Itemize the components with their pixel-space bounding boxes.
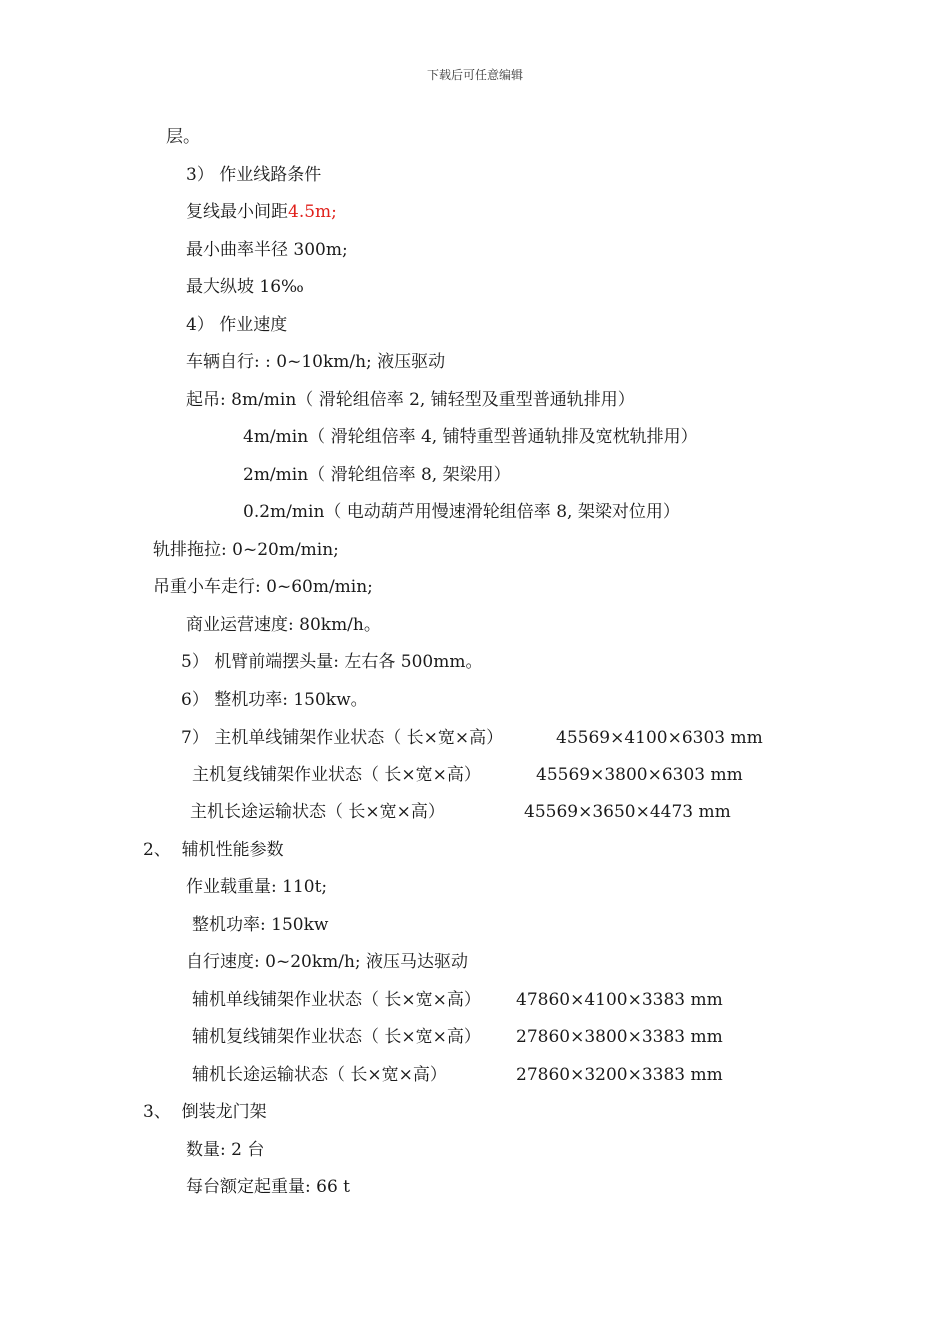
section-heading: 3） 作业线路条件 (186, 165, 322, 185)
dimension-value: 47860×4100×3383 mm (516, 990, 723, 1010)
dimension-value: 45569×3800×6303 mm (536, 765, 743, 785)
dimension-label: 辅机长途运输状态（ 长×宽×高） (192, 1065, 447, 1085)
text-line: 吊重小车走行: 0~60m/min; (153, 577, 373, 597)
text-line: 整机功率: 150kw (192, 915, 329, 935)
dimension-value: 45569×4100×6303 mm (556, 728, 763, 748)
text-line: 最大纵坡 16‰ (186, 277, 304, 297)
section-heading: 2、 辅机性能参数 (143, 840, 284, 860)
text-line: 最小曲率半径 300m; (186, 240, 348, 260)
dimension-label: 主机复线铺架作业状态（ 长×宽×高） (192, 765, 481, 785)
page-header: 下载后可任意编辑 (426, 68, 523, 82)
dimension-value: 27860×3200×3383 mm (516, 1065, 723, 1085)
text-line: 车辆自行: : 0~10km/h; 液压驱动 (186, 352, 446, 372)
dimension-label: 辅机复线铺架作业状态（ 长×宽×高） (192, 1027, 481, 1047)
text-line: 每台额定起重量: 66 t (186, 1177, 350, 1197)
text-line: 作业载重量: 110t; (186, 877, 328, 897)
dimension-value: 45569×3650×4473 mm (524, 802, 731, 822)
highlighted-value: 4.5m; (288, 202, 337, 222)
text-line: 起吊: 8m/min（ 滑轮组倍率 2, 铺轻型及重型普通轨排用） (186, 390, 635, 410)
section-heading: 5） 机臂前端摆头量: 左右各 500mm。 (181, 652, 483, 672)
text-line: 轨排拖拉: 0~20m/min; (153, 540, 339, 560)
text-line: 层。 (166, 127, 200, 147)
dimension-label: 主机长途运输状态（ 长×宽×高） (190, 802, 445, 822)
text-line: 商业运营速度: 80km/h。 (186, 615, 381, 635)
text-line: 自行速度: 0~20km/h; 液压马达驱动 (186, 952, 469, 972)
text-line (186, 201, 337, 223)
text-line: 4m/min（ 滑轮组倍率 4, 铺特重型普通轨排及宽枕轨排用） (243, 427, 698, 447)
text-line: 数量: 2 台 (186, 1140, 265, 1160)
section-heading: 4） 作业速度 (186, 315, 288, 335)
line-prefix: 复线最小间距 (186, 202, 288, 222)
dimension-value: 27860×3800×3383 mm (516, 1027, 723, 1047)
text-line: 0.2m/min（ 电动葫芦用慢速滑轮组倍率 8, 架梁对位用） (243, 502, 680, 522)
dimension-label: 7） 主机单线铺架作业状态（ 长×宽×高） (181, 728, 504, 748)
text-line: 2m/min（ 滑轮组倍率 8, 架梁用） (243, 465, 511, 485)
section-heading: 6） 整机功率: 150kw。 (181, 690, 368, 710)
section-heading: 3、 倒装龙门架 (143, 1102, 267, 1122)
dimension-label: 辅机单线铺架作业状态（ 长×宽×高） (192, 990, 481, 1010)
